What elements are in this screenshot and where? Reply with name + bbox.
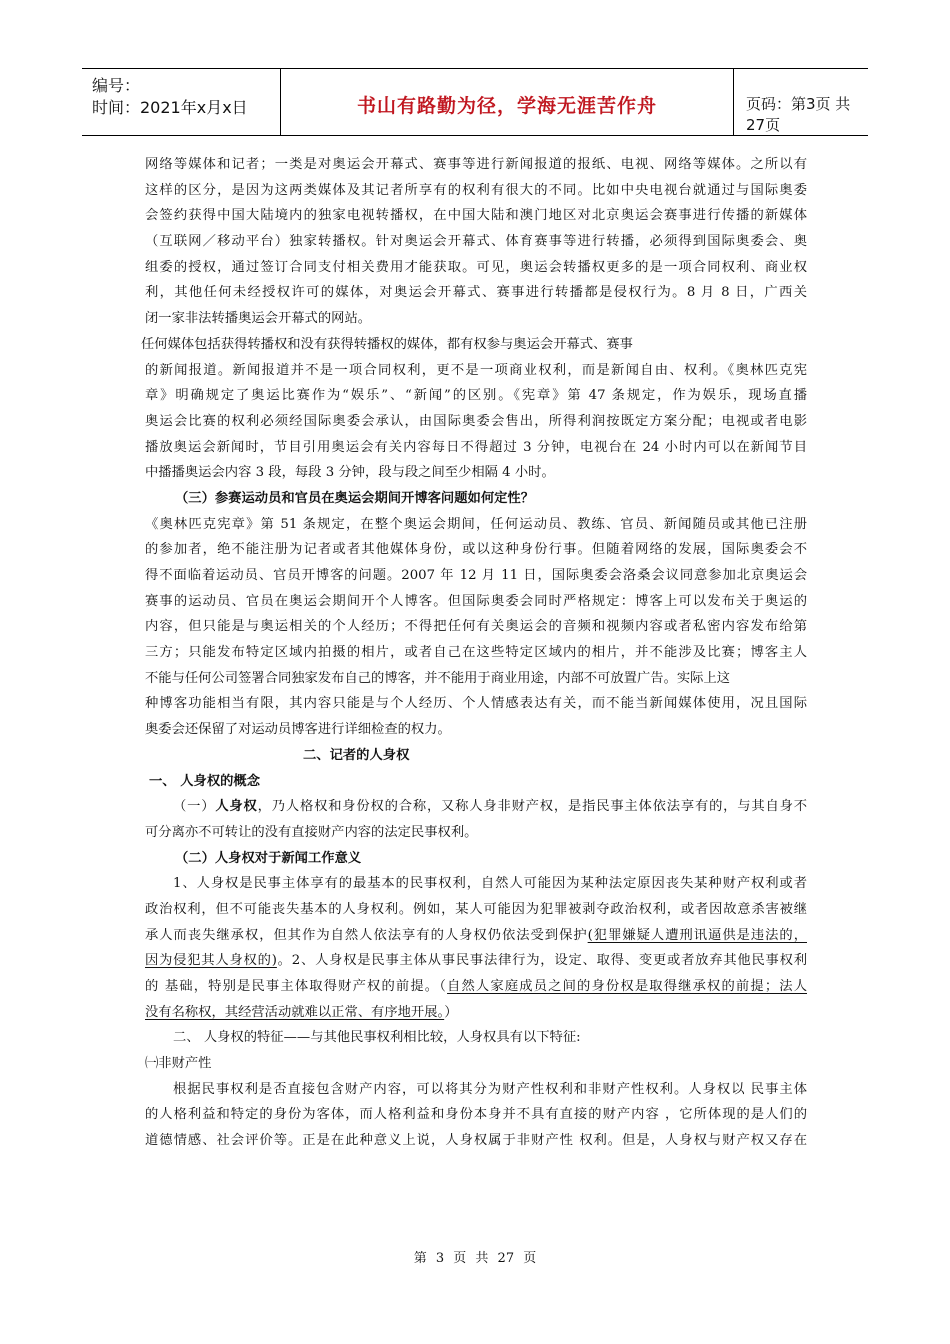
body-line: 中播播奥运会内容 3 段，每段 3 分钟，段与段之间至少相隔 4 小时。 (145, 465, 555, 481)
body-line (145, 1000, 807, 1026)
term-personal-rights: 人身权 (215, 799, 258, 815)
body-line: 得不面临着运动员、官员开博客的问题。2007 年 12 月 11 日，国际奥委会洛桑会议同意参加北京奥运会 (145, 568, 807, 583)
line-text: ，乃人格权和身份权的合称，又称人身非财产权，是指民事主体依法享有的，与其自身不 (257, 799, 807, 815)
body-line: 《奥林匹克宪章》第 51 条规定，在整个奥运会期间，任何运动员、教练、官员、新闻随员或其他已注册 (145, 516, 807, 532)
body-line (145, 794, 807, 820)
body-line: 网络等媒体和记者；一类是对奥运会开幕式、赛事等进行新闻报道的报纸、电视、网络等媒体。之所以有 (145, 157, 807, 172)
body-line: 政治权利，但不可能丧失基本的人身权利。例如，某人可能因为犯罪被剥夺政治权利，或者因故意杀害被继 (145, 901, 807, 917)
body-line: 不能与任何公司签署合同独家发布自己的博客，并不能用于商业用途，内部不可放置广告。实际上这 (145, 670, 731, 686)
document-number-label: 编号： (92, 76, 141, 95)
body-line (145, 974, 807, 1000)
body-line: 的人格利益和特定的身份为客体，而人格利益和身份本身并不具有直接的财产内容 ，它所体现的是人们的 (145, 1107, 807, 1123)
underlined-note: (犯罪嫌疑人遭刑讯逼供是违法的， (587, 927, 807, 943)
header-meta-cell (82, 69, 280, 135)
body-line: 1、人身权是民事主体享有的最基本的民事权利，自然人可能因为某种法定原因丧失某种财产权利或者 (173, 876, 807, 892)
subsection-heading-nonproperty: ㈠非财产性 (145, 1056, 212, 1072)
section-heading-significance: （二）人身权对于新闻工作意义 (175, 850, 362, 866)
line-text: 。2、人身权是民事主体从事民事法律行为，设定、取得、变更或者放弃其他民事权利 (276, 953, 807, 969)
section-heading-blogs: （三）参赛运动员和官员在奥运会期间开博客问题如何定性？ (175, 490, 535, 506)
body-line: 道德情感、社会评价等。正是在此种意义上说，人身权属于非财产性 权利。但是，人身权与财产权又存在 (145, 1133, 807, 1149)
page-header (82, 68, 868, 136)
body-line: 会签约获得中国大陆境内的独家电视转播权，在中国大陆和澳门地区对北京奥运会赛事进行传播的新媒体 (145, 208, 807, 224)
header-page-number: 页码：第3页 共27页 (746, 95, 851, 134)
body-line: 组委的授权，通过签订合同支付相关费用才能获取。可见，奥运会转播权更多的是一项合同权利、商业权 (145, 259, 807, 275)
body-line: （互联网／移动平台）独家转播权。针对奥运会开幕式、体育赛事等进行转播，必须得到国际奥委会、奥 (145, 234, 807, 250)
body-line: 可分离亦不可转让的没有直接财产内容的法定民事权利。 (145, 824, 478, 840)
paren-number: （一） (173, 799, 216, 815)
body-line: 这样的区分，是因为这两类媒体及其记者所享有的权利有很大的不同。比如中央电视台就通过与国际奥委 (145, 182, 807, 198)
chapter-heading: 二、记者的人身权 (303, 747, 410, 763)
body-line: 章》明确规定了奥运比赛作为“娱乐”、“新闻”的区别。《宪章》第 47 条规定，作为娱乐，现场直播 (145, 388, 807, 404)
body-line (145, 923, 807, 949)
underlined-note: 因为侵犯其人身权的) (145, 953, 277, 969)
body-line (145, 948, 807, 974)
document-body (141, 152, 807, 1154)
motto-text: 书山有路勤为径，学海无涯苦作舟 (356, 95, 657, 117)
body-line: 的新闻报道。新闻报道并不是一项合同权利，更不是一项商业权利，而是新闻自由、权利。《奥林匹克宪 (145, 362, 807, 378)
body-line: 闭一家非法转播奥运会开幕式的网站。 (145, 311, 372, 327)
line-text: 的 基础，特别是民事主体取得财产权的前提。（ (145, 979, 448, 994)
section-heading-features: 二、 人身权的特征——与其他民事权利相比较，人身权具有以下特征: (173, 1030, 581, 1046)
body-line: 的参加者，绝不能注册为记者或者其他媒体身份，或以这种身份行事。但随着网络的发展，国际奥委会不 (145, 542, 807, 558)
body-line: 任何媒体包括获得转播权和没有获得转播权的媒体，都有权参与奥运会开幕式、赛事 (141, 336, 633, 352)
body-line: 赛事的运动员、官员在奥运会期间开个人博客。但国际奥委会同时严格规定：博客上可以发布关于奥运的 (145, 593, 807, 609)
body-line: 奥委会还保留了对运动员博客进行详细检查的权力。 (145, 722, 451, 738)
body-line: 播放奥运会新闻时，节目引用奥运会有关内容每日不得超过 3 分钟，电视台在 24 小时内可以在新闻节目 (145, 439, 807, 455)
document-date-label: 时间：2021年x月x日 (92, 98, 248, 117)
header-motto-cell (280, 69, 734, 135)
underlined-note: 自然人家庭成员之间的身份权是取得继承权的前提；法人 (447, 979, 807, 994)
body-line: 三方；只能发布特定区域内拍摄的相片，或者自己在这些特定区域内的相片，并不能涉及比赛；博客主人 (145, 645, 807, 661)
body-line: 种博客功能相当有限，其内容只能是与个人经历、个人情感表达有关，而不能当新闻媒体使用，况且国际 (145, 696, 807, 712)
section-heading-concept: 一、 人身权的概念 (149, 773, 261, 789)
body-line: 利，其他任何未经授权许可的媒体，对奥运会开幕式、赛事进行转播都是侵权行为。8 月 8 日，广西关 (145, 285, 807, 301)
body-line: 内容，但只能是与奥运相关的个人经历；不得把任何有关奥运会的音频和视频内容或者私密内容发布给第 (145, 619, 807, 635)
line-text: 承人而丧失继承权，但其作为自然人依法享有的人身权仍依法受到保护 (145, 927, 588, 943)
line-text: ） (444, 1004, 458, 1020)
body-line: 根据民事权利是否直接包含财产内容，可以将其分为财产性权利和非财产性权利。人身权以 民事主体 (173, 1081, 807, 1097)
header-page-cell (734, 69, 868, 135)
underlined-note: 没有名称权，其经营活动就难以正常、有序地开展。 (145, 1004, 445, 1020)
page-footer: 第 3 页 共 27 页 (413, 1251, 537, 1266)
body-line: 奥运会比赛的权利必须经国际奥委会承认，由国际奥委会售出，所得利润按既定方案分配；电视或者电影 (145, 413, 807, 429)
